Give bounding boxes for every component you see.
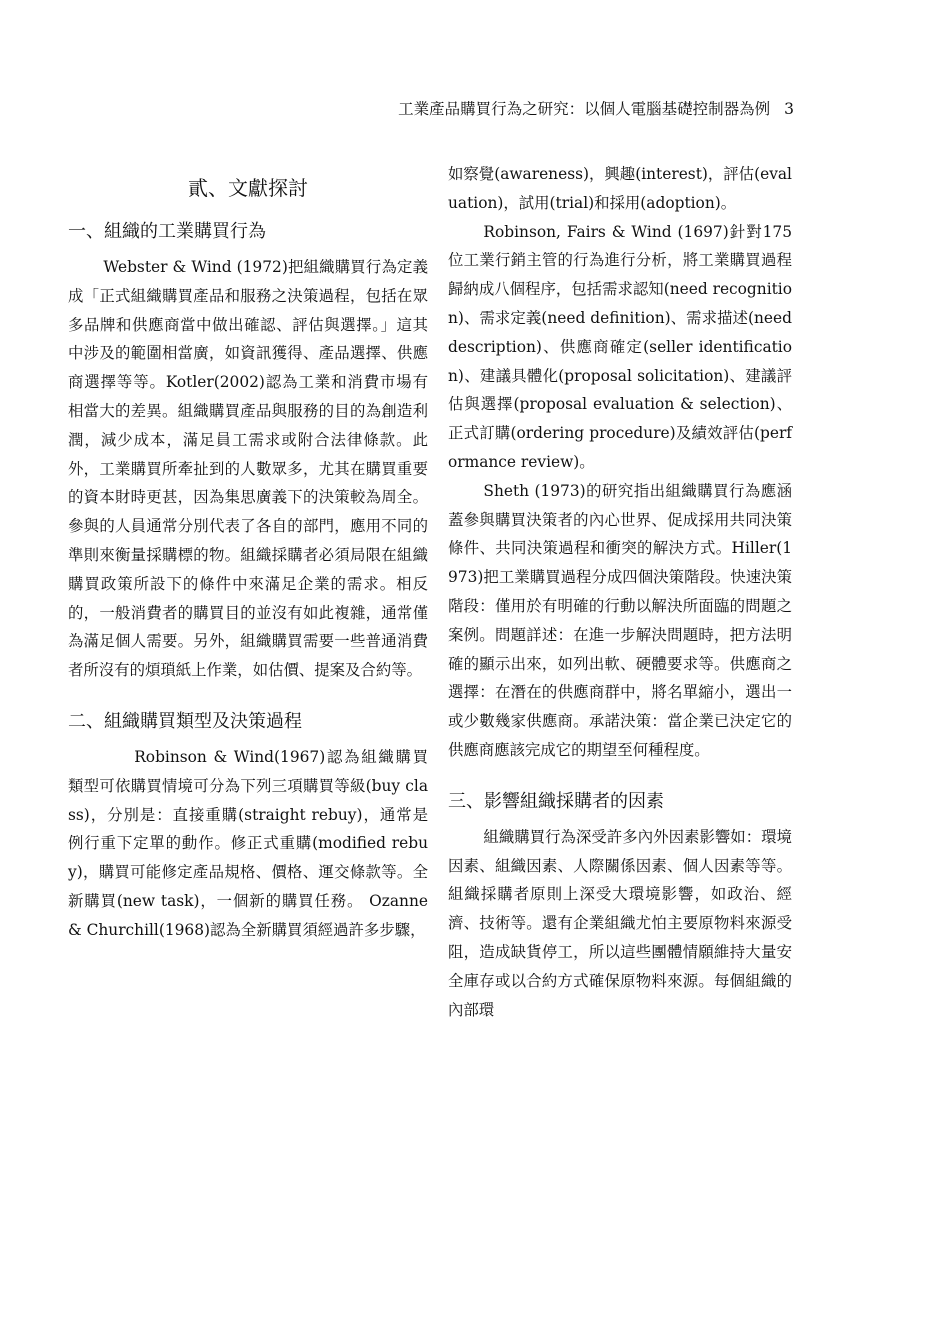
paragraph-robinson-fairs: Robinson, Fairs & Wind (1697)針對175位工業行銷主管的行為進行分析，將工業購買過程歸納成八個程序，包括需求認知(need recognition)、需求定義(need definition)、需求描述(need description)、供應商確定(seller identification)、建議具體化(proposal solicitation)、建議評估與選擇(proposal evaluation & selection)、正式訂購(ordering procedure)及績效評估(performance review)。 [448, 222, 792, 471]
paragraph-robinson-wind: Robinson & Wind(1967)認為組織購買類型可依購買情境可分為下列三項購買等級(buy class)，分別是：直接重購(straight rebuy)，通常是例行重下定單的動作。修正式重購(modified rebuy)，購買可能修定產品規格、價格、運交條款等。全新購買(new task)，一個新的購買任務。 Ozanne & Churchill(1968)認為全新購買須經過許多步驟， [68, 747, 428, 939]
right-column [448, 160, 792, 1024]
spacer [68, 685, 428, 707]
paragraph-continuation: 如察覺(awareness)，興趣(interest)，評估(evaluation)，試用(trial)和採用(adoption)。 [448, 165, 792, 212]
paragraph-sheth: Sheth (1973)的研究指出組織購買行為應涵蓋參與購買決策者的內心世界、促成採用共同決策條件、共同決策過程和衝突的解決方式。Hiller(1973)把工業購買過程分成四個決策階段。快速決策階段：僅用於有明確的行動以解決所面臨的問題之案例。問題詳述：在進一步解決問題時，把方法明確的顯示出來，如列出軟、硬體要求等。供應商之選擇：在潛在的供應商群中，將名單縮小，選出一或少數幾家供應商。承諾決策：當企業已決定它的供應商應該完成它的期望至何種程度。 [448, 481, 792, 759]
subsection-heading-2: 二、組織購買類型及決策過程 [68, 710, 302, 732]
subsection-heading-1: 一、組織的工業購買行為 [68, 221, 266, 242]
paragraph-factors: 組織購買行為深受許多內外因素影響如：環境因素、組織因素、人際關係因素、個人因素等等。組織採購者原則上深受大環境影響，如政治、經濟、技術等。還有企業組織尤怕主要原物料來源受阻，造成缺貨停工，所以這些團體情願維持大量安全庫存或以合約方式確保原物料來源。每個組織的內部環 [448, 827, 792, 1019]
page-number: 3 [784, 100, 794, 118]
spacer [448, 765, 792, 787]
section-heading: 貳、文獻探討 [188, 176, 308, 200]
running-header [300, 97, 794, 119]
subsection-heading-3: 三、影響組織採購者的因素 [448, 790, 664, 812]
left-column [68, 160, 428, 945]
paragraph-webster: Webster & Wind (1972)把組織購買行為定義成「正式組織購買產品和服務之決策過程，包括在眾多品牌和供應商當中做出確認、評估與選擇。」這其中涉及的範圍相當廣，如資訊獲得、產品選擇、供應商選擇等等。Kotler(2002)認為工業和消費市場有相當大的差異。組織購買產品與服務的目的為創造利潤，減少成本，滿足員工需求或附合法律條款。此外，工業購買所牽扯到的人數眾多，尤其在購買重要的資本財時更甚，因為集思廣義下的決策較為周全。參與的人員通常分別代表了各自的部門，應用不同的準則來衡量採購標的物。組織採購者必須局限在組織購買政策所設下的條件中來滿足企業的需求。相反的，一般消費者的購買目的並沒有如此複雜，通常僅為滿足個人需要。另外，組織購買需要一些普通消費者所沒有的煩瑣紙上作業，如估價、提案及合約等。 [68, 258, 428, 680]
running-title: 工業產品購買行為之研究：以個人電腦基礎控制器為例 [398, 100, 771, 118]
